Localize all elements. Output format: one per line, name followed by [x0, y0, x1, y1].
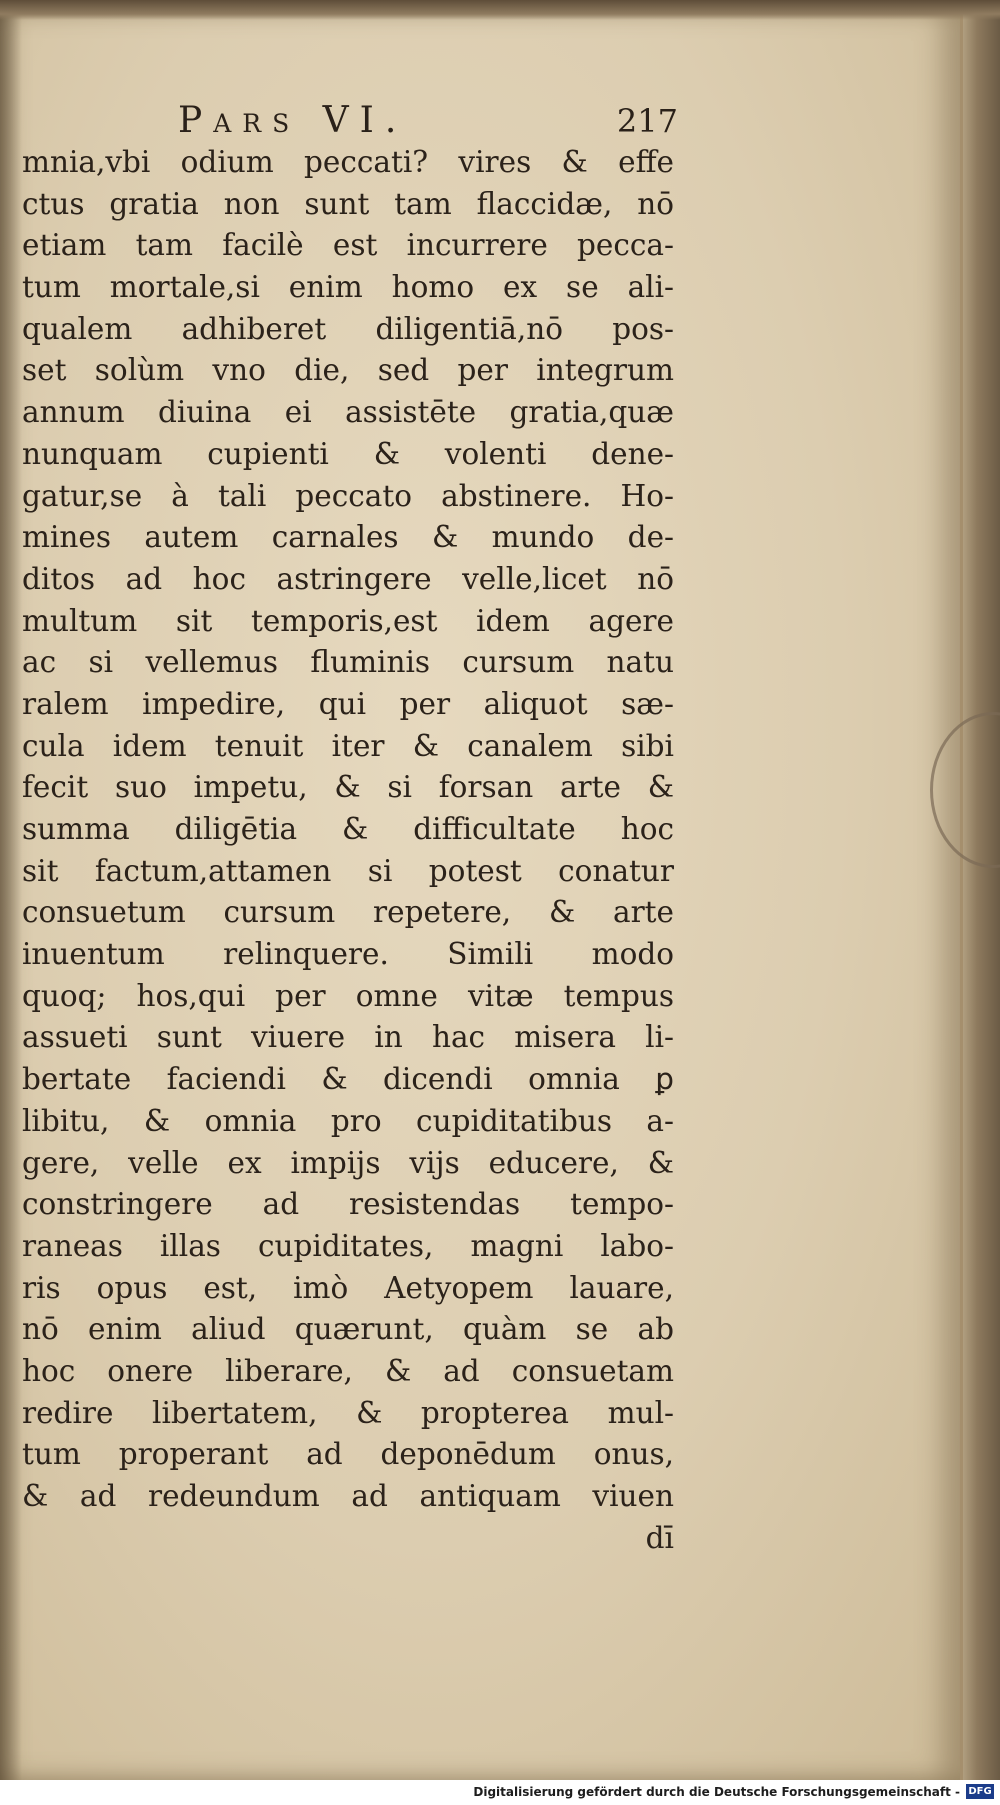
text-line: ralem impedire, qui per aliquot sæ-	[22, 686, 674, 721]
text-line: gatur,se à tali peccato abstinere. Ho-	[22, 478, 674, 513]
running-head	[178, 100, 678, 146]
text-line: ris opus est, imò Aetyopem lauare,	[22, 1270, 674, 1305]
text-line: etiam tam facilè est incurrere pecca-	[22, 228, 674, 263]
text-line: nunquam cupienti & volenti dene-	[22, 436, 674, 471]
body-text	[22, 142, 682, 1559]
text-line: tum mortale,si enim homo ex se ali-	[22, 270, 674, 305]
text-line: set solùm vno die, sed per integrum	[22, 353, 674, 388]
text-line: bertate faciendi & dicendi omnia ꝑ	[22, 1062, 674, 1097]
page-number: 217	[616, 102, 678, 140]
page-gutter-shadow	[0, 10, 22, 1780]
text-line: assueti sunt viuere in hac misera li-	[22, 1020, 674, 1055]
text-line: mines autem carnales & mundo de-	[22, 520, 674, 555]
text-line: inuentum relinquere. Simili modo	[22, 937, 674, 972]
text-line: consuetum cursum repetere, & arte	[22, 895, 674, 930]
text-line: fecit suo impetu, & si forsan arte &	[22, 770, 674, 805]
text-line: tum properant ad deponēdum onus,	[22, 1437, 674, 1472]
text-line: raneas illas cupiditates, magni labo-	[22, 1228, 674, 1263]
text-line: sit factum,attamen si potest conatur	[22, 853, 674, 888]
text-line: ac si vellemus fluminis cursum natu	[22, 645, 674, 680]
text-line: ctus gratia non sunt tam flaccidæ, nō	[22, 186, 674, 221]
text-line: annum diuina ei assistēte gratia,quæ	[22, 395, 674, 430]
text-line: summa diligētia & difficultate hoc	[22, 812, 674, 846]
text-line: hoc onere liberare, & ad consuetam	[22, 1353, 674, 1388]
text-line: ditos ad hoc astringere velle,licet nō	[22, 561, 674, 596]
text-line: cula idem tenuit iter & canalem sibi	[22, 728, 674, 763]
text-line: mnia,vbi odium peccati? vires & effe	[22, 145, 674, 179]
dfg-logo: DFG	[966, 1784, 994, 1799]
text-line: quoq; hos,qui per omne vitæ tempus	[22, 978, 674, 1013]
text-line: constringere ad resistendas tempo-	[22, 1187, 674, 1222]
running-head-title: Pars VI.	[178, 100, 408, 141]
text-line: gere, velle ex impijs vijs educere, &	[22, 1145, 674, 1180]
catchword: dī	[645, 1520, 674, 1555]
text-line: redire libertatem, & propterea mul-	[22, 1395, 674, 1430]
text-line: nō enim aliud quærunt, quàm se ab	[22, 1312, 674, 1347]
text-line: & ad redeundum ad antiquam viuen	[22, 1479, 674, 1513]
text-line: qualem adhiberet diligentiā,nō pos-	[22, 311, 674, 346]
text-line: libitu, & omnia pro cupiditatibus a-	[22, 1103, 674, 1138]
funding-credit: Digitalisierung gefördert durch die Deutsche Forschungsgemeinschaft -	[473, 1785, 960, 1799]
text-line: multum sit temporis,est idem agere	[22, 603, 674, 638]
top-page-edge	[0, 0, 1000, 20]
digitization-footer	[0, 1780, 1000, 1805]
